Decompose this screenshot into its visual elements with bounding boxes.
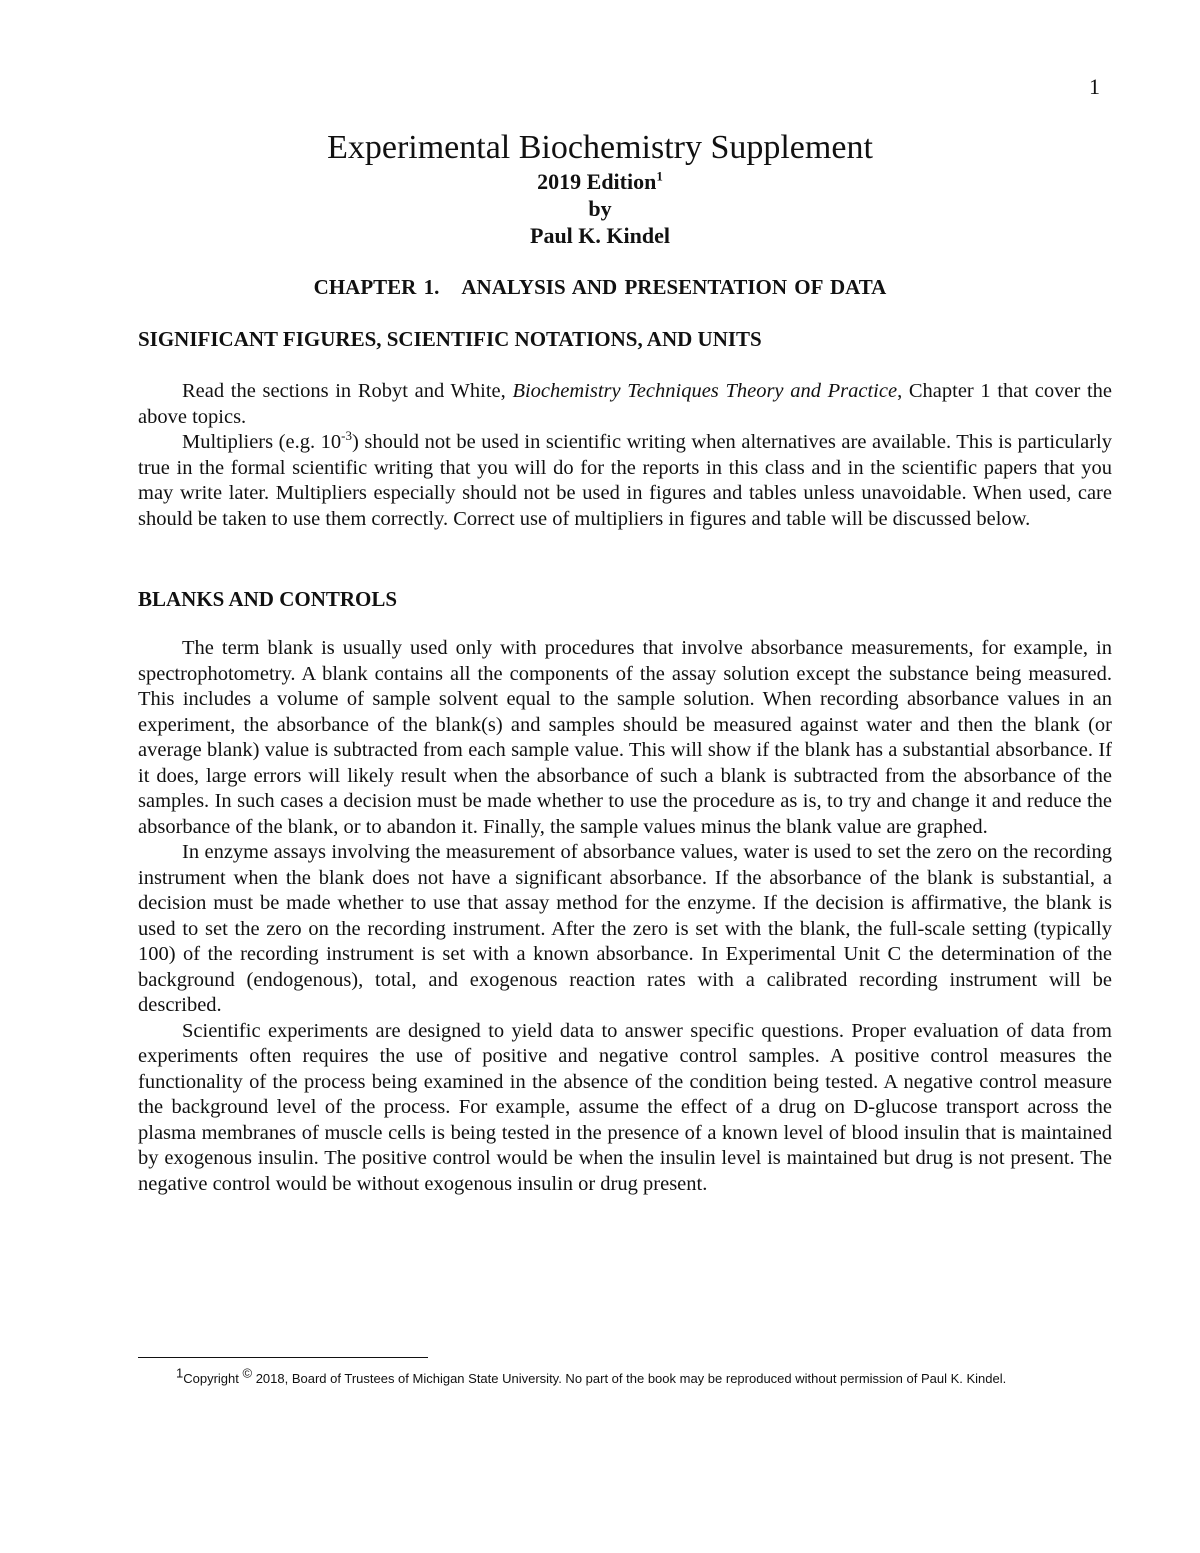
title-block — [0, 128, 1200, 249]
edition-line — [0, 168, 1200, 195]
footnote-copyright: Copyright — [183, 1371, 243, 1386]
book-title: Biochemistry Techniques Theory and Practice — [512, 380, 898, 402]
chapter-heading — [0, 275, 1200, 300]
superscript-exponent: -3 — [341, 428, 352, 444]
edition-label: 2019 Edition — [537, 169, 657, 194]
paragraph-text: Multipliers (e.g. 10 — [182, 431, 342, 453]
by-line: by — [588, 196, 612, 221]
paragraph: In enzyme assays involving the measurement of absorbance values, water is used to set the zero on the recording instrument when the blank does not have a significant absorbance. If the absorbance of the blank is substantial, a decision must be made whether to use that assay method for the enzyme. If the decision is affirmative, the blank is used to set the zero on the recording instrument. After the zero is set with the blank, the full-scale setting (typically 100) of the recording instrument is set with a known absorbance. In Experimental Unit C the determination of the background (endogenous), total, and exogenous reaction rates with a calibrated recording instrument will be described. — [138, 841, 1112, 1016]
section-body-blanks-and-controls — [138, 636, 1112, 1197]
paragraph — [138, 379, 1112, 430]
paragraph: The term blank is usually used only with procedures that involve absorbance measurements, for example, in spectrophotometry. A blank contains all the components of the assay solution except the substance being measured. This includes a volume of sample solvent equal to the sample solution. When recording absorbance values in an experiment, the absorbance of the blank(s) and samples should be measured against water and then the blank (or average blank) value is subtracted from each sample value. This will show if the blank has a substantial absorbance. If it does, large errors will likely result when the absorbance of such a blank is subtracted from the absorbance of the samples. In such cases a decision must be made whether to use the procedure as is, to try and change it and reduce the absorbance of the blank, or to abandon it. Finally, the sample values minus the blank value are graphed. — [138, 637, 1112, 838]
footnote-mark: 1 — [176, 1365, 184, 1381]
paragraph — [138, 430, 1112, 532]
edition-footnote-mark: 1 — [656, 168, 663, 184]
paragraph: Scientific experiments are designed to yield data to answer specific questions. Proper evaluation of data from experiments often requires the use of positive and negative control samples. A positive control measures the functionality of the process being examined in the absence of the condition being tested. A negative control measure the background level of the process. For example, assume the effect of a drug on D-glucose transport across the plasma membranes of muscle cells is being tested in the presence of a known level of blood insulin that is maintained by exogenous insulin. The positive control would be when the insulin level is maintained but drug is not present. The negative control would be without exogenous insulin or drug present. — [138, 1019, 1112, 1195]
chapter-label: CHAPTER 1. — [313, 275, 440, 299]
paragraph-text: ) should not be used in scientific writing when alternatives are available. This is particularly true in the formal scientific writing that you will do for the reports in this class and in the scientific papers that you may write later. Multipliers especially should not be used in figures and tables unless unavoidable. When used, care should be taken to use them correctly. Correct use of multipliers in figures and table will be discussed below. — [138, 431, 1112, 530]
document-title: Experimental Biochemistry Supplement — [327, 129, 873, 166]
section-heading-significant-figures: SIGNIFICANT FIGURES, SCIENTIFIC NOTATIONS, AND UNITS — [138, 327, 762, 351]
copyright-symbol: © — [242, 1365, 253, 1381]
chapter-title: ANALYSIS AND PRESENTATION OF DATA — [461, 275, 887, 299]
paragraph-text: Read the sections in Robyt and White, — [182, 380, 513, 402]
footnote — [176, 1365, 1136, 1388]
section-heading-blanks-and-controls: BLANKS AND CONTROLS — [138, 587, 398, 611]
section-body-significant-figures — [138, 379, 1112, 532]
page-number: 1 — [1089, 74, 1100, 99]
author-name: Paul K. Kindel — [530, 223, 670, 248]
footnote-text: 2018, Board of Trustees of Michigan State University. No part of the book may be reproduced without permission of Paul K. Kindel. — [252, 1371, 1007, 1386]
footnote-divider — [138, 1357, 428, 1358]
paragraph-text: , Chapter 1 that cover the above topics. — [138, 380, 1113, 428]
